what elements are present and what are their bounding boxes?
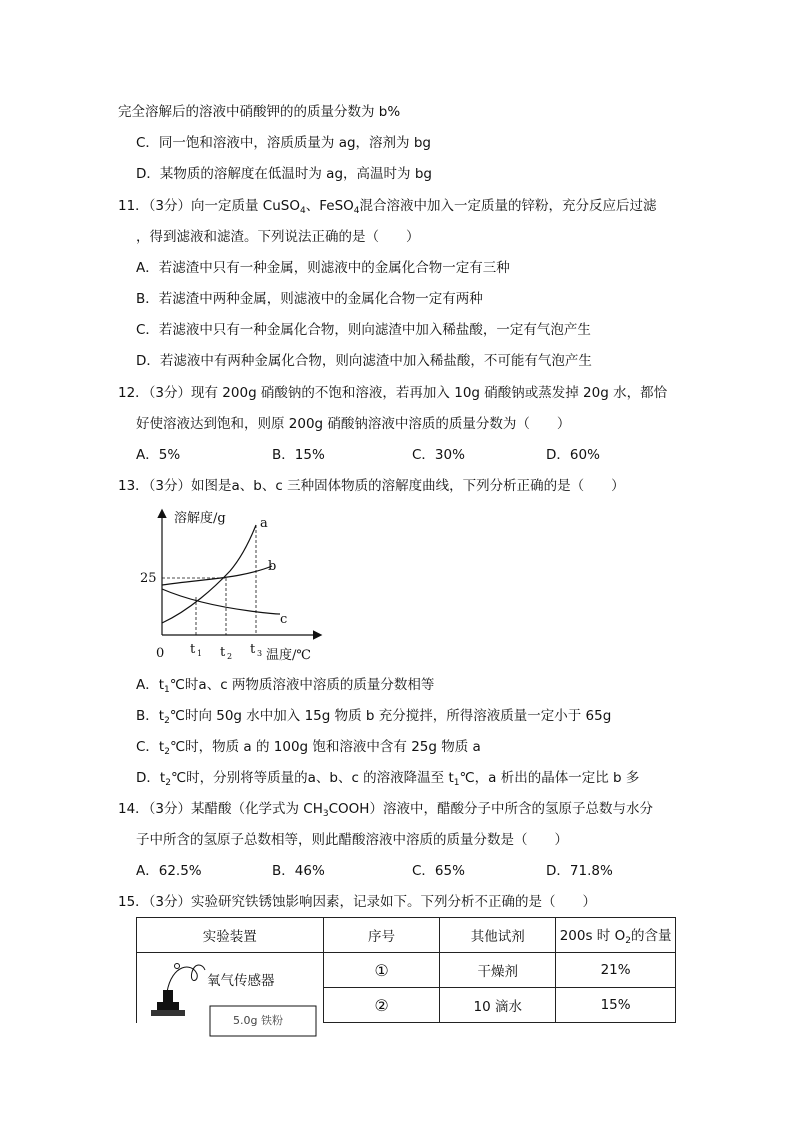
- origin-label: 0: [156, 646, 165, 661]
- svg-text:t: t: [220, 645, 226, 660]
- q12-option-b: B．15%: [272, 447, 325, 463]
- curve-a: [162, 525, 256, 623]
- q10-tail-line: 完全溶解后的溶液中硝酸钾的的质量分数为 b%: [118, 104, 401, 120]
- q11-option-a: A．若滤渣中只有一种金属，则滤液中的金属化合物一定有三种: [136, 260, 510, 276]
- header-device: 实验装置: [137, 918, 324, 953]
- y-axis-label: 溶解度/g: [174, 511, 226, 526]
- svg-text:1: 1: [197, 649, 203, 658]
- q14-option-c: C．65%: [412, 863, 465, 879]
- q15-stem: 15．（3分）实验研究铁锈蚀影响因素，记录如下。下列分析不正确的是（ ）: [118, 894, 597, 910]
- svg-text:t: t: [190, 642, 196, 657]
- svg-text:5.0g 铁粉: 5.0g 铁粉: [233, 1014, 283, 1027]
- q14-stem-line1: 14．（3分）某醋酸（化学式为 $CH_3COOH$）溶液中，醋酸分子中所含的氢原子总数与水分: [118, 801, 653, 819]
- q10-option-d: D．某物质的溶解度在低温时为 ag，高温时为 bg: [136, 166, 432, 182]
- q12-option-a: A．5%: [136, 447, 181, 463]
- q11-stem-line2: ，得到滤液和滤渣。下列说法正确的是（ ）: [136, 229, 420, 245]
- row-reagent: 10 滴水: [440, 988, 556, 1023]
- header-o2: 200s 时 $O_2$的含量: [556, 918, 676, 953]
- q11-stem-line1: 11．（3分）向一定质量 CuSO$_4$、FeSO$_4$混合溶液中加入一定质量的锌粉，充分反应后过滤: [118, 198, 657, 216]
- curve-c: [162, 589, 280, 614]
- x-tick-t1: [190, 642, 202, 658]
- oxygen-sensor-device: [137, 954, 323, 1027]
- q11-option-d: D．若滤液中有两种金属化合物，则向滤渣中加入稀盐酸，不可能有气泡产生: [136, 353, 592, 369]
- row-o2: 15%: [556, 988, 676, 1023]
- q12-option-c: C．30%: [412, 447, 465, 463]
- q10-option-c: C．同一饱和溶液中，溶质质量为 ag，溶剂为 bg: [136, 135, 431, 151]
- label-b: b: [268, 559, 277, 574]
- label-a: a: [260, 516, 268, 531]
- q14-option-d: D．71.8%: [546, 863, 613, 879]
- row-number: ②: [323, 988, 440, 1023]
- q14-stem-line2: 子中所含的氢原子总数相等，则此醋酸溶液中溶质的质量分数是（ ）: [136, 832, 568, 848]
- label-c: c: [280, 612, 288, 627]
- q14-option-a: A．62.5%: [136, 863, 202, 879]
- header-reagent: 其他试剂: [440, 918, 556, 953]
- q11-option-b: B．若滤渣中两种金属，则滤液中的金属化合物一定有两种: [136, 291, 483, 307]
- curve-b: [162, 566, 272, 585]
- svg-text:3: 3: [257, 649, 263, 658]
- row-number: ①: [323, 953, 440, 988]
- x-axis-label: 温度/℃: [266, 648, 311, 663]
- y-tick-25: 25: [140, 571, 157, 586]
- q11-option-c: C．若滤液中只有一种金属化合物，则向滤渣中加入稀盐酸，一定有气泡产生: [136, 322, 591, 338]
- solubility-chart: [140, 505, 330, 665]
- sensor-label: 氧气传感器: [207, 973, 275, 989]
- svg-text:2: 2: [227, 652, 233, 661]
- q14-option-b: B．46%: [272, 863, 325, 879]
- row-reagent: 干燥剂: [440, 953, 556, 988]
- q12-option-d: D．60%: [546, 447, 600, 463]
- sensor-apparatus-illustration: [137, 954, 323, 1027]
- q13-option-d: D．$t_2℃$时，分别将等质量的a、b、c 的溶液降温至 $t_1℃$，a 析出的晶体一定比 b 多: [136, 770, 640, 788]
- x-tick-t3: [250, 642, 262, 658]
- svg-text:t: t: [250, 642, 256, 657]
- header-number: 序号: [323, 918, 440, 953]
- q12-stem-line1: 12．（3分）现有 200g 硝酸钠的不饱和溶液，若再加入 10g 硝酸钠或蒸发掉 20g 水，都恰: [118, 385, 668, 401]
- row-o2: 21%: [556, 953, 676, 988]
- q13-stem: 13．（3分）如图是a、b、c 三种固体物质的溶解度曲线，下列分析正确的是（ ）: [118, 478, 625, 494]
- q13-option-c: C．$t_2℃$时，物质 a 的 100g 饱和溶液中含有 25g 物质 a: [136, 739, 481, 757]
- x-tick-t2: [220, 645, 232, 661]
- q12-stem-line2: 好使溶液达到饱和，则原 200g 硝酸钠溶液中溶质的质量分数为（ ）: [136, 416, 571, 432]
- table-header-row: [137, 918, 676, 953]
- q13-option-a: A．$t_1℃$时a、c 两物质溶液中溶质的质量分数相等: [136, 677, 435, 695]
- q13-option-b: B．$t_2℃$时向 50g 水中加入 15g 物质 b 充分搅拌，所得溶液质量一定小于 65g: [136, 708, 612, 726]
